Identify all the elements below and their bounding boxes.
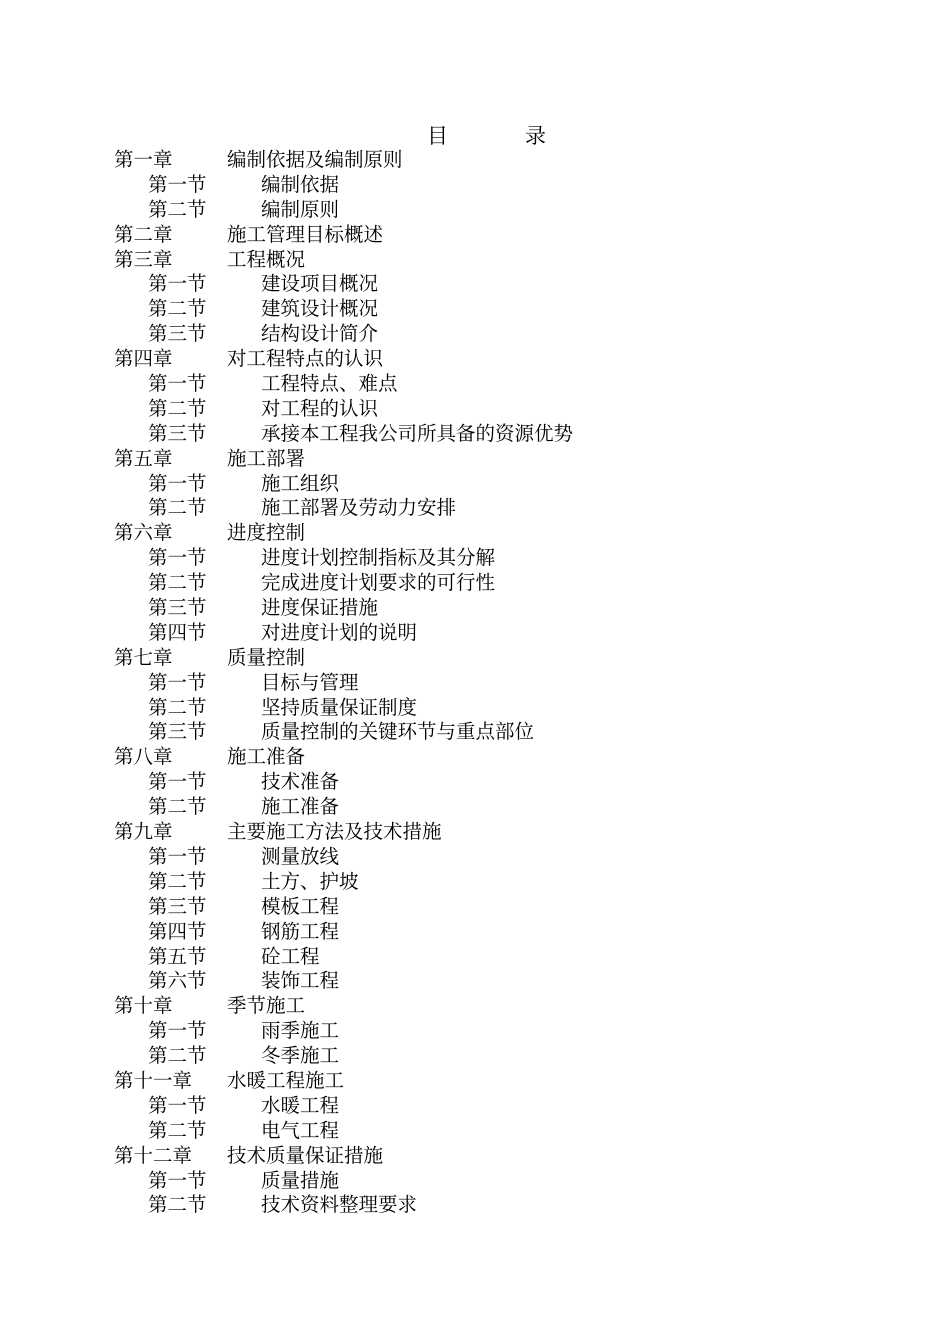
- section-number: 第四节: [148, 620, 207, 644]
- section-title: 进度保证措施: [261, 596, 379, 620]
- chapter-number: 第十二章: [114, 1143, 193, 1167]
- chapter-number: 第六章: [114, 521, 173, 545]
- section-title: 结构设计简介: [261, 322, 379, 346]
- toc-section-entry: [0, 472, 950, 497]
- chapter-number: 第十一章: [114, 1068, 193, 1092]
- toc-chapter-entry: [0, 148, 950, 173]
- section-number: 第四节: [148, 919, 207, 943]
- toc-section-entry: [0, 720, 950, 745]
- toc-section-entry: [0, 969, 950, 994]
- section-title: 进度计划控制指标及其分解: [261, 546, 496, 570]
- section-number: 第二节: [148, 1044, 207, 1068]
- toc-section-entry: [0, 297, 950, 322]
- section-title: 土方、护坡: [261, 869, 359, 893]
- toc-chapter-entry: [0, 223, 950, 248]
- section-number: 第六节: [148, 969, 207, 993]
- section-number: 第二节: [148, 496, 207, 520]
- toc-section-entry: [0, 322, 950, 347]
- toc-chapter-entry: [0, 521, 950, 546]
- toc-section-entry: [0, 895, 950, 920]
- chapter-number: 第四章: [114, 347, 173, 371]
- chapter-number: 第一章: [114, 148, 173, 171]
- toc-chapter-entry: [0, 745, 950, 770]
- toc-section-entry: [0, 1019, 950, 1044]
- toc-chapter-entry: [0, 248, 950, 273]
- section-title: 编制原则: [261, 197, 340, 221]
- toc-section-entry: [0, 397, 950, 422]
- toc-section-entry: [0, 571, 950, 596]
- toc-chapter-entry: [0, 1069, 950, 1094]
- section-title: 对工程的认识: [261, 396, 379, 420]
- section-number: 第二节: [148, 795, 207, 819]
- chapter-title: 工程概况: [227, 247, 306, 271]
- chapter-number: 第三章: [114, 247, 173, 271]
- toc-section-entry: [0, 696, 950, 721]
- section-title: 冬季施工: [261, 1044, 340, 1068]
- chapter-number: 第八章: [114, 745, 173, 769]
- toc-section-entry: [0, 1169, 950, 1194]
- section-title: 水暖工程: [261, 1093, 340, 1117]
- chapter-number: 第九章: [114, 820, 173, 844]
- section-title: 建设项目概况: [261, 272, 379, 296]
- section-title: 施工准备: [261, 795, 340, 819]
- section-number: 第三节: [148, 421, 207, 445]
- section-number: 第二节: [148, 396, 207, 420]
- section-title: 建筑设计概况: [261, 297, 379, 321]
- section-number: 第一节: [148, 1019, 207, 1043]
- chapter-number: 第七章: [114, 645, 173, 669]
- section-title: 模板工程: [261, 894, 340, 918]
- toc-section-entry: [0, 920, 950, 945]
- toc-section-entry: [0, 173, 950, 198]
- chapter-title: 水暖工程施工: [227, 1068, 345, 1092]
- section-title: 装饰工程: [261, 969, 340, 993]
- toc-chapter-entry: [0, 820, 950, 845]
- section-title: 质量措施: [261, 1168, 340, 1192]
- toc-section-entry: [0, 621, 950, 646]
- toc-chapter-entry: [0, 447, 950, 472]
- toc-section-entry: [0, 496, 950, 521]
- toc-section-entry: [0, 546, 950, 571]
- chapter-title: 质量控制: [227, 645, 306, 669]
- section-number: 第三节: [148, 894, 207, 918]
- section-title: 技术资料整理要求: [261, 1193, 418, 1217]
- toc-section-entry: [0, 770, 950, 795]
- section-title: 承接本工程我公司所具备的资源优势: [261, 421, 574, 445]
- section-number: 第一节: [148, 372, 207, 396]
- toc-section-entry: [0, 1193, 950, 1218]
- section-number: 第二节: [148, 1193, 207, 1217]
- toc-section-entry: [0, 945, 950, 970]
- toc-chapter-entry: [0, 646, 950, 671]
- section-number: 第一节: [148, 1168, 207, 1192]
- chapter-title: 施工准备: [227, 745, 306, 769]
- section-number: 第二节: [148, 297, 207, 321]
- chapter-title: 主要施工方法及技术措施: [227, 820, 442, 844]
- chapter-number: 第二章: [114, 222, 173, 246]
- section-number: 第一节: [148, 844, 207, 868]
- toc-chapter-entry: [0, 1144, 950, 1169]
- toc-section-entry: [0, 272, 950, 297]
- toc-chapter-entry: [0, 347, 950, 372]
- toc-section-entry: [0, 870, 950, 895]
- section-number: 第三节: [148, 322, 207, 346]
- section-title: 雨季施工: [261, 1019, 340, 1043]
- section-title: 技术准备: [261, 770, 340, 794]
- toc-section-entry: [0, 845, 950, 870]
- toc-title-char-1: 目: [427, 124, 448, 148]
- section-number: 第一节: [148, 546, 207, 570]
- section-title: 电气工程: [261, 1118, 340, 1142]
- chapter-number: 第十章: [114, 994, 173, 1018]
- chapter-number: 第五章: [114, 446, 173, 470]
- section-title: 坚持质量保证制度: [261, 695, 418, 719]
- section-number: 第二节: [148, 571, 207, 595]
- section-title: 对进度计划的说明: [261, 620, 418, 644]
- toc-section-entry: [0, 198, 950, 223]
- section-number: 第三节: [148, 596, 207, 620]
- section-title: 质量控制的关键环节与重点部位: [261, 720, 535, 744]
- section-title: 测量放线: [261, 844, 340, 868]
- section-number: 第二节: [148, 869, 207, 893]
- toc-chapter-entry: [0, 994, 950, 1019]
- section-number: 第一节: [148, 471, 207, 495]
- chapter-title: 施工部署: [227, 446, 306, 470]
- toc-section-entry: [0, 422, 950, 447]
- section-title: 工程特点、难点: [261, 372, 398, 396]
- toc-section-entry: [0, 372, 950, 397]
- toc-section-entry: [0, 1094, 950, 1119]
- section-number: 第五节: [148, 944, 207, 968]
- chapter-title: 施工管理目标概述: [227, 222, 384, 246]
- section-title: 钢筋工程: [261, 919, 340, 943]
- section-title: 完成进度计划要求的可行性: [261, 571, 496, 595]
- section-number: 第一节: [148, 272, 207, 296]
- toc-section-entry: [0, 795, 950, 820]
- chapter-title: 编制依据及编制原则: [227, 148, 403, 171]
- section-title: 编制依据: [261, 172, 340, 196]
- section-number: 第一节: [148, 770, 207, 794]
- section-title: 砼工程: [261, 944, 320, 968]
- section-number: 第二节: [148, 695, 207, 719]
- chapter-title: 对工程特点的认识: [227, 347, 384, 371]
- section-number: 第二节: [148, 1118, 207, 1142]
- toc-section-entry: [0, 1119, 950, 1144]
- toc-title: [0, 122, 950, 150]
- section-number: 第一节: [148, 172, 207, 196]
- toc-title-char-2: 录: [525, 124, 546, 148]
- table-of-contents: [0, 148, 950, 1218]
- toc-section-entry: [0, 671, 950, 696]
- chapter-title: 进度控制: [227, 521, 306, 545]
- chapter-title: 季节施工: [227, 994, 306, 1018]
- section-number: 第一节: [148, 670, 207, 694]
- toc-section-entry: [0, 1044, 950, 1069]
- section-number: 第二节: [148, 197, 207, 221]
- chapter-title: 技术质量保证措施: [227, 1143, 384, 1167]
- section-title: 施工组织: [261, 471, 340, 495]
- section-title: 目标与管理: [261, 670, 359, 694]
- section-title: 施工部署及劳动力安排: [261, 496, 457, 520]
- section-number: 第一节: [148, 1093, 207, 1117]
- toc-section-entry: [0, 596, 950, 621]
- section-number: 第三节: [148, 720, 207, 744]
